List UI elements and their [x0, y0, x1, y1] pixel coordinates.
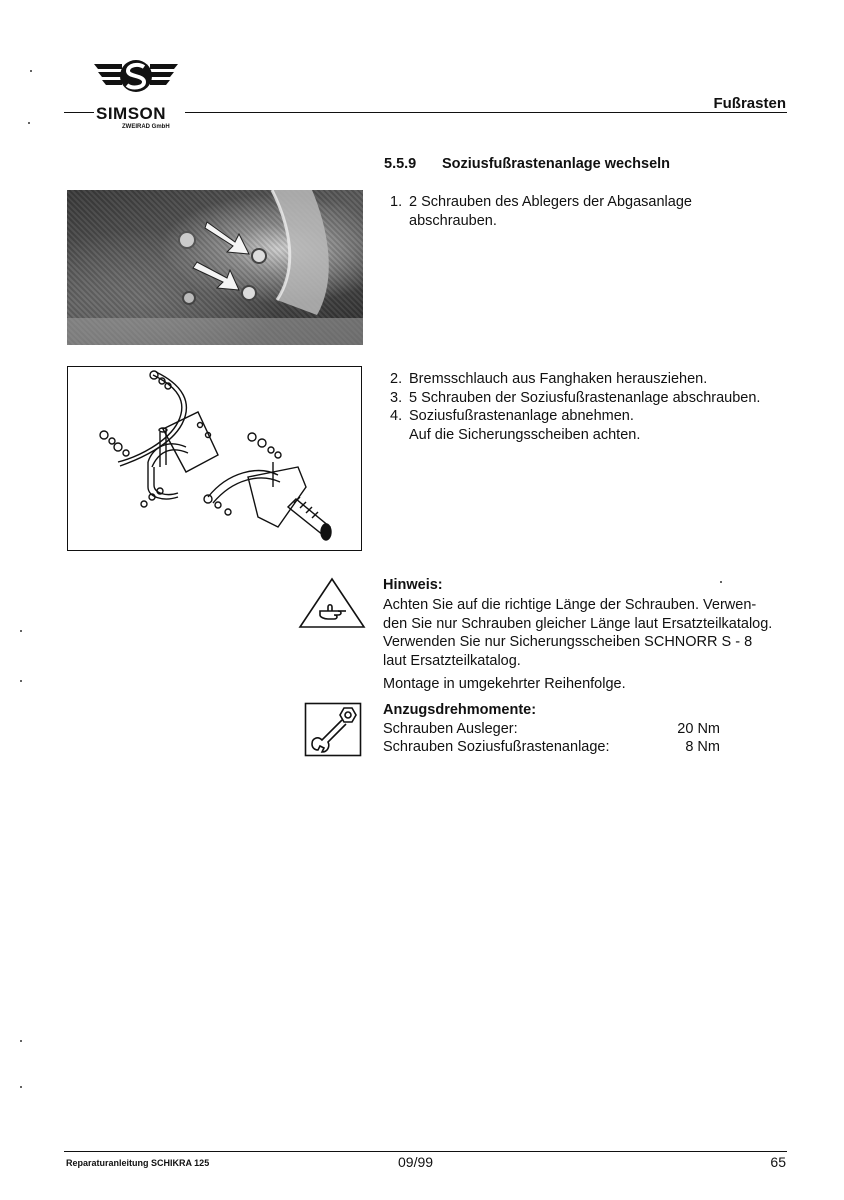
step-number: 4.	[390, 408, 403, 424]
header-rule-right	[185, 112, 787, 113]
section-title: Soziusfußrastenanlage wechseln	[442, 156, 671, 172]
exhaust-bracket-photo	[67, 190, 363, 345]
assembly-note: Montage in umgekehrter Reihenfolge.	[383, 676, 626, 692]
scan-speck	[28, 122, 30, 124]
step-continuation: Auf die Sicherungsscheiben achten.	[409, 426, 641, 443]
step-text: Bremsschlauch aus Fanghaken herausziehen.	[409, 371, 708, 387]
section-heading	[384, 156, 670, 172]
step-number: 2.	[390, 371, 403, 387]
torque-value: 8 Nm	[685, 739, 720, 755]
step-continuation: abschrauben.	[409, 212, 497, 229]
torque-label: Schrauben Soziusfußrastenanlage:	[383, 739, 610, 755]
note-line: Achten Sie auf die richtige Länge der Schrauben. Verwen-	[383, 597, 757, 613]
footer-rule	[64, 1151, 787, 1152]
step-text: 5 Schrauben der Soziusfußrastenanlage abschrauben.	[409, 389, 761, 406]
step-1	[390, 193, 692, 212]
footer-manual-title: Reparaturanleitung SCHIKRA 125	[66, 1158, 210, 1168]
footer-date: 09/99	[398, 1154, 434, 1170]
torque-row	[383, 739, 720, 755]
footrest-assembly-drawing	[67, 366, 362, 551]
section-number: 5.5.9	[384, 156, 417, 172]
step-2	[390, 370, 760, 389]
step-text: Soziusfußrastenanlage abnehmen.	[409, 408, 634, 424]
scan-speck	[20, 1040, 22, 1042]
torque-value: 20 Nm	[677, 721, 720, 737]
note-line: laut Ersatzteilkatalog.	[383, 652, 521, 669]
scan-speck	[20, 1086, 22, 1088]
scan-speck	[720, 581, 722, 583]
step-4	[390, 407, 760, 426]
page-number: 65	[770, 1154, 786, 1170]
section-name: Fußrasten	[713, 95, 786, 112]
torque-label: Schrauben Ausleger:	[383, 721, 518, 737]
footrest-line-art	[68, 367, 361, 550]
header-rule-left	[64, 112, 94, 113]
scan-speck	[20, 630, 22, 632]
photo-overlay	[67, 190, 363, 345]
note-body	[383, 596, 788, 670]
steps-group-2	[390, 370, 760, 444]
warning-hand-icon	[298, 577, 366, 629]
scan-speck	[20, 680, 22, 682]
step-number: 1.	[390, 194, 403, 210]
step-3	[390, 389, 760, 408]
torque-row	[383, 721, 720, 737]
step-number: 3.	[390, 389, 403, 406]
steps-group-1	[390, 193, 692, 230]
step-text: 2 Schrauben des Ablegers der Abgasanlage	[409, 194, 692, 210]
note-line: den Sie nur Schrauben gleicher Länge laut Ersatzteilkatalog.	[383, 615, 773, 632]
note-title: Hinweis:	[383, 577, 443, 593]
note-line: Verwenden Sie nur Sicherungsscheiben SCHNORR S - 8	[383, 634, 753, 650]
brand-subtitle: ZWEIRAD GmbH	[122, 124, 170, 130]
scan-speck	[30, 70, 32, 72]
brand-name: SIMSON	[96, 104, 167, 123]
wrench-torque-icon	[304, 702, 362, 757]
torque-title: Anzugsdrehmomente:	[383, 702, 537, 718]
